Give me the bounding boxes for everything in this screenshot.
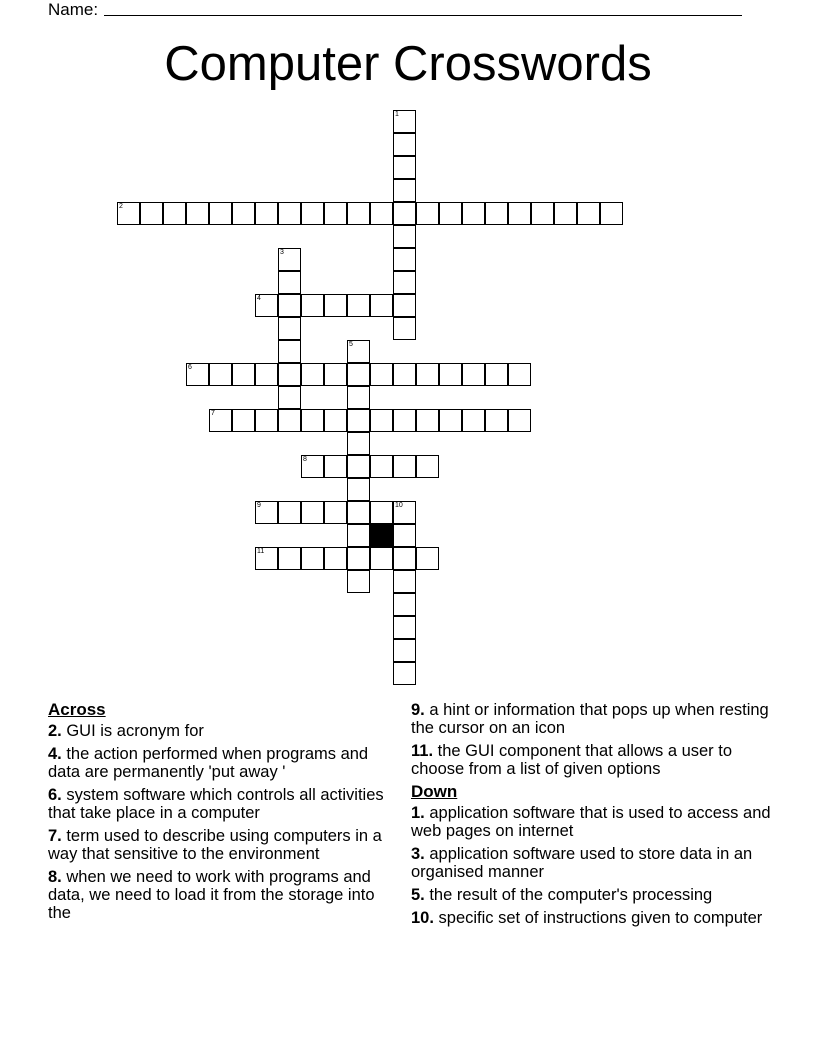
grid-cell[interactable] [209,202,232,225]
grid-cell[interactable] [255,501,278,524]
grid-cell[interactable] [278,340,301,363]
grid-cell[interactable] [347,501,370,524]
clue-across-6 [48,786,388,822]
clue-down-1 [411,804,771,840]
clue-text: application software used to store data in an organised manner [411,845,753,881]
clue-number-label: 8 [303,456,307,463]
grid-cell[interactable] [393,225,416,248]
grid-cell[interactable] [232,363,255,386]
grid-cell[interactable] [393,202,416,225]
grid-cell[interactable] [393,110,416,133]
grid-cell[interactable] [393,524,416,547]
across-heading: Across [48,700,106,719]
down-heading: Down [411,782,458,801]
grid-cell[interactable] [255,363,278,386]
grid-cell[interactable] [393,363,416,386]
page-title: Computer Crosswords [164,37,652,91]
clue-across-11 [411,742,771,778]
grid-cell[interactable] [209,363,232,386]
clue-number-label: 7 [211,410,215,417]
clue-text: application software that is used to access and web pages on internet [411,804,771,840]
grid-cell[interactable] [531,202,554,225]
grid-cell[interactable] [393,156,416,179]
grid-cell[interactable] [416,547,439,570]
grid-cell[interactable] [577,202,600,225]
grid-cell[interactable] [347,547,370,570]
grid-cell[interactable] [324,547,347,570]
grid-cell[interactable] [393,616,416,639]
grid-cell[interactable] [600,202,623,225]
grid-cell[interactable] [347,524,370,547]
grid-cell[interactable] [370,501,393,524]
clue-text: GUI is acronym for [61,722,204,740]
grid-cell[interactable] [347,570,370,593]
grid-cell[interactable] [485,409,508,432]
name-label: Name: [48,0,99,19]
clue-text: a hint or information that pops up when resting the cursor on an icon [411,701,769,737]
grid-cell[interactable] [232,409,255,432]
grid-cell[interactable] [324,294,347,317]
grid-cell[interactable] [393,593,416,616]
grid-cell[interactable] [278,386,301,409]
grid-cell[interactable] [462,363,485,386]
grid-cell[interactable] [508,363,531,386]
clue-across-9 [411,701,771,737]
grid-cell[interactable] [301,409,324,432]
clue-text: specific set of instructions given to computer [433,909,763,927]
clue-number-label: 4 [257,295,261,302]
grid-cell[interactable] [278,202,301,225]
grid-cell[interactable] [255,294,278,317]
grid-cell[interactable] [278,501,301,524]
grid-cell[interactable] [393,248,416,271]
clue-number-label: 2 [119,203,123,210]
grid-cell[interactable] [324,409,347,432]
grid-cell[interactable] [163,202,186,225]
grid-cell[interactable] [393,639,416,662]
clue-number: 10. [411,909,434,927]
grid-cell[interactable] [347,409,370,432]
grid-cell[interactable] [324,455,347,478]
grid-cell[interactable] [485,363,508,386]
clue-number: 6. [48,786,62,804]
grid-cell[interactable] [186,363,209,386]
grid-cell[interactable] [439,363,462,386]
grid-cell[interactable] [301,547,324,570]
clue-number: 2. [48,722,62,740]
black-cell [370,524,393,547]
clue-text: the action performed when programs and data are permanently 'put away ' [48,745,369,781]
clue-across-7 [48,827,388,863]
grid-cell[interactable] [278,363,301,386]
grid-cell[interactable] [416,409,439,432]
grid-cell[interactable] [393,455,416,478]
clue-across-4 [48,745,388,781]
grid-cell[interactable] [462,409,485,432]
clue-number: 5. [411,886,425,904]
grid-cell[interactable] [370,409,393,432]
grid-cell[interactable] [255,547,278,570]
grid-cell[interactable] [324,501,347,524]
grid-cell[interactable] [347,340,370,363]
clue-number: 8. [48,868,62,886]
grid-cell[interactable] [508,409,531,432]
clues-column-left [48,701,388,927]
clue-number-label: 6 [188,364,192,371]
grid-cell[interactable] [140,202,163,225]
grid-cell[interactable] [393,317,416,340]
grid-cell[interactable] [554,202,577,225]
clue-number: 3. [411,845,425,863]
grid-cell[interactable] [370,363,393,386]
grid-cell[interactable] [416,455,439,478]
clue-text: system software which controls all activities that take place in a computer [48,786,384,822]
grid-cell[interactable] [393,547,416,570]
clue-number: 9. [411,701,425,719]
grid-cell[interactable] [393,271,416,294]
clue-number-label: 3 [280,249,284,256]
grid-cell[interactable] [393,133,416,156]
grid-cell[interactable] [347,478,370,501]
clue-text: the GUI component that allows a user to choose from a list of given options [411,742,733,778]
grid-cell[interactable] [278,271,301,294]
grid-cell[interactable] [301,363,324,386]
grid-cell[interactable] [301,294,324,317]
grid-cell[interactable] [301,202,324,225]
grid-cell[interactable] [255,409,278,432]
grid-cell[interactable] [416,202,439,225]
grid-cell[interactable] [347,363,370,386]
grid-cell[interactable] [347,432,370,455]
clue-across-8 [48,868,388,922]
grid-cell[interactable] [393,501,416,524]
grid-cell[interactable] [370,294,393,317]
grid-cell[interactable] [393,294,416,317]
clue-number-label: 5 [349,341,353,348]
grid-cell[interactable] [324,363,347,386]
clue-down-10 [411,909,771,927]
grid-cell[interactable] [439,409,462,432]
grid-cell[interactable] [370,547,393,570]
grid-cell[interactable] [393,409,416,432]
grid-cell[interactable] [232,202,255,225]
grid-cell[interactable] [255,202,278,225]
grid-cell[interactable] [278,317,301,340]
grid-cell[interactable] [439,202,462,225]
clue-number-label: 11 [257,548,265,555]
grid-cell[interactable] [347,386,370,409]
clue-number-label: 1 [395,111,399,118]
grid-cell[interactable] [324,202,347,225]
clue-text: when we need to work with programs and data, we need to load it from the storage into the [48,868,375,922]
grid-cell[interactable] [462,202,485,225]
grid-cell[interactable] [347,202,370,225]
grid-cell[interactable] [347,455,370,478]
grid-cell[interactable] [117,202,140,225]
grid-cell[interactable] [278,294,301,317]
grid-cell[interactable] [301,501,324,524]
grid-cell[interactable] [209,409,232,432]
grid-cell[interactable] [370,455,393,478]
clue-number: 7. [48,827,62,845]
clue-across-2 [48,722,388,740]
grid-cell[interactable] [370,202,393,225]
clue-down-5 [411,886,771,904]
grid-cell[interactable] [186,202,209,225]
grid-cell[interactable] [278,547,301,570]
clues-column-right [411,701,771,932]
grid-cell[interactable] [393,179,416,202]
clue-text: the result of the computer's processing [424,886,713,904]
clue-number-label: 10 [395,502,403,509]
grid-cell[interactable] [393,662,416,685]
grid-cell[interactable] [393,570,416,593]
grid-cell[interactable] [301,455,324,478]
clue-down-3 [411,845,771,881]
name-field[interactable] [104,15,742,16]
grid-cell[interactable] [416,363,439,386]
clue-number: 4. [48,745,62,763]
clue-text: term used to describe using computers in a way that sensitive to the environment [48,827,382,863]
clue-number: 11. [411,742,434,760]
clue-number: 1. [411,804,425,822]
grid-cell[interactable] [278,409,301,432]
clue-number-label: 9 [257,502,261,509]
grid-cell[interactable] [278,248,301,271]
grid-cell[interactable] [347,294,370,317]
grid-cell[interactable] [508,202,531,225]
grid-cell[interactable] [485,202,508,225]
